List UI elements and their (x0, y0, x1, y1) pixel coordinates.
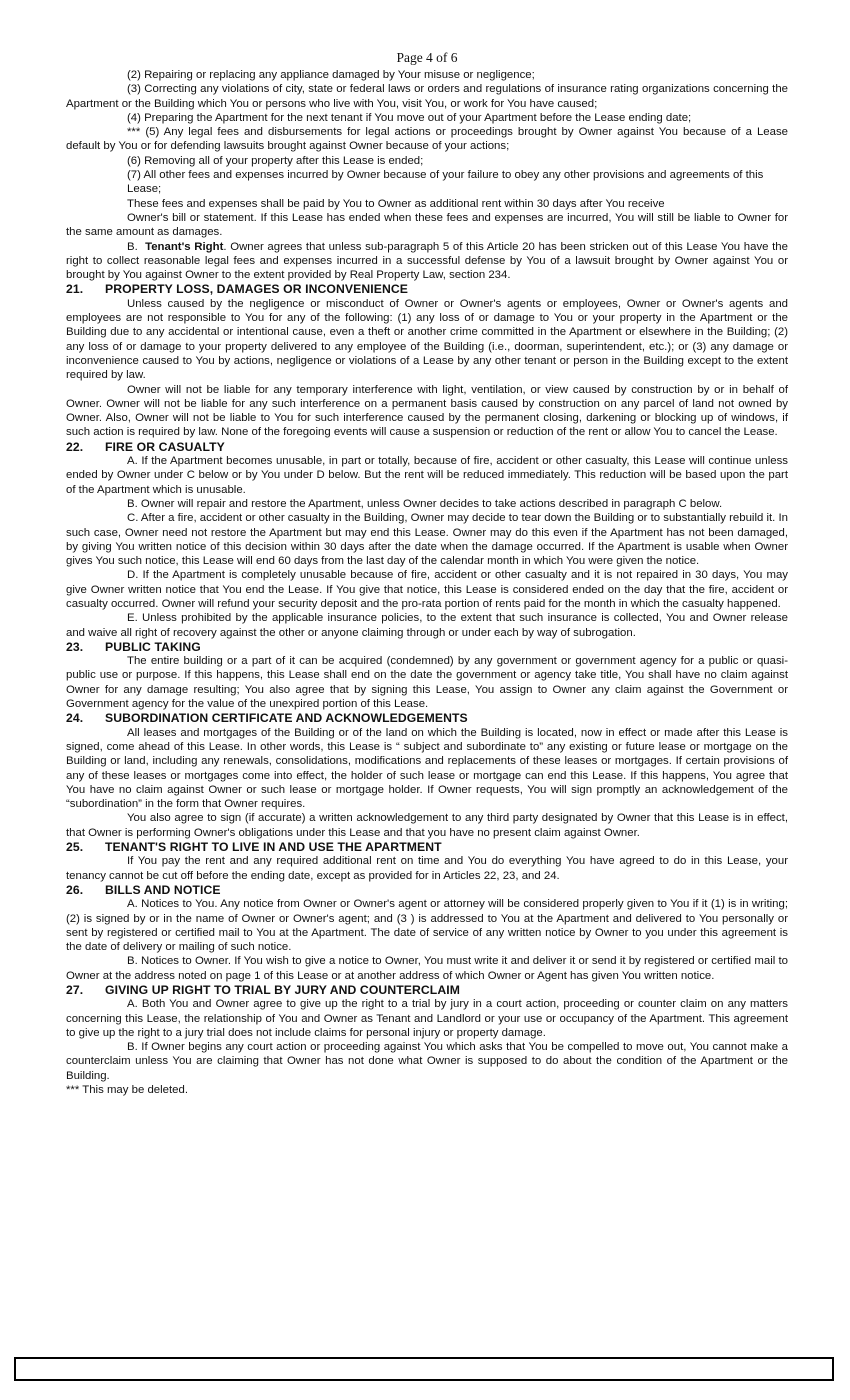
tenants-right-paragraph (66, 240, 788, 283)
section-title: TENANT'S RIGHT TO LIVE IN AND USE THE APARTMENT (105, 840, 442, 855)
section-title: PROPERTY LOSS, DAMAGES OR INCONVENIENCE (105, 282, 408, 297)
section-24 (66, 711, 788, 840)
fee-item-2: (2) Repairing or replacing any appliance damaged by Your misuse or negligence; (127, 69, 535, 81)
section-paragraph: E. Unless prohibited by the applicable insurance policies, to the extent that such insurance is collected, You and Owner release and waive all right of recovery against the other or anyone claiming through or under each by way of subrogation. (66, 612, 788, 639)
tenants-right-prefix: B. (127, 240, 138, 253)
section-number: 23. (66, 639, 84, 654)
section-number: 26. (66, 882, 84, 897)
section-paragraph: B. If Owner begins any court action or proceeding against You which asks that You be compelled to move out, You cannot make a counterclaim unless You are claiming that Owner has not done what Owner is supposed to do about the condition of the Apartment or the Building. (66, 1041, 788, 1082)
fee-payment-clause: These fees and expenses shall be paid by You to Owner as additional rent within 30 days after You receive (127, 197, 665, 210)
section-number: 27. (66, 983, 84, 997)
fee-statement-clause: Owner's bill or statement. If this Lease has ended when these fees and expenses are incurred, You will still be liable to Owner for the same amount as damages. (66, 211, 788, 239)
section-heading (66, 983, 788, 997)
tenants-right-text: . Owner agrees that unless sub-paragraph 5 of this Article 20 has been stricken out of this Lease You have the right to collect reasonable legal fees and expenses incurred in a successful defense by You of a lawsuit brought by Owner against You or brought by You against Owner to the extent provided by Real Property Law, section 234. (66, 240, 788, 282)
section-number: 21. (66, 282, 84, 297)
section-22 (66, 440, 788, 640)
section-paragraph: Owner will not be liable for any temporary interference with light, ventilation, or view caused by construction by or in behalf of Owner. Owner will not be liable for any such interference on a permanent basis caused by construction on any parcel of land not owned by Owner. Also, Owner will not be liable to You for such interference caused by the permanent closing, darkening or blocking up of windows, if such action is required by law. None of the foregoing events will cause a suspension or reduction of the rent or allow You to cancel the Lease. (66, 383, 788, 439)
article-20-continuation (66, 68, 788, 282)
page-number: Page 4 of 6 (396, 50, 458, 65)
section-paragraph: C. After a fire, accident or other casualty in the Building, Owner may decide to tear down the Building or to substantially rebuild it. In such case, Owner need not restore the Apartment but may end this Lease. Owner may do this even if the Apartment has not been damaged, by giving You written notice of this decision within 30 days after the date when the damage occurred. If the Apartment is usable when Owner gives You such notice, this Lease will end 60 days from the last day of the calendar month in which You were given the notice. (66, 512, 789, 568)
section-21 (66, 282, 788, 439)
section-26 (66, 883, 788, 983)
section-paragraph: If You pay the rent and any required additional rent on time and You do everything You have agreed to do in this Lease, your tenancy cannot be cut off before the ending date, except as provided for in Articles 22, 23, and 24. (66, 855, 788, 882)
section-title: GIVING UP RIGHT TO TRIAL BY JURY AND COUNTERCLAIM (105, 983, 460, 997)
section-paragraph: Unless caused by the negligence or misconduct of Owner or Owner's agents or employees, Owner or Owner's agents and employees are not responsible to You for any of the following: (1) any loss of or damage to You or your property in the Apartment or the Building due to any accidental or intentional cause, even a theft or another crime committed in the Apartment or elsewhere in the Building; (2) any loss of or damage to your property delivered to any employee of the Building (i.e., doorman, superintendent, etc.); or (3) any damage or inconvenience caused to You by actions, negligence or violations of a Lease by any other tenant or person in the Building except to the extent required by law. (66, 297, 788, 382)
fee-item-4: (4) Preparing the Apartment for the next tenant if You move out of your Apartment before the Lease ending date; (127, 111, 692, 124)
fee-item-7: (7) All other fees and expenses incurred by Owner because of your failure to obey any other provisions and agreements of this Lease; (127, 169, 764, 196)
section-paragraph: B. Notices to Owner. If You wish to give a notice to Owner, You must write it and deliver it or send it by registered or certified mail to Owner at the address noted on page 1 of this Lease or at another address of which Owner or Agent has given You written notice. (66, 955, 788, 982)
section-paragraph: D. If the Apartment is completely unusable because of fire, accident or other casualty and it is not repaired in 30 days, You may give Owner written notice that You end the Lease. If You give that notice, this Lease is considered ended on the day that the fire, accident or casualty occurred. Owner will refund your security deposit and the pro-rata portion of rents paid for the month in which the casualty happened. (66, 569, 788, 610)
document-page (66, 50, 788, 1097)
section-title: BILLS AND NOTICE (105, 882, 221, 897)
footnote: *** This may be deleted. (66, 1084, 188, 1097)
section-heading (66, 711, 788, 725)
footer-box (14, 1357, 834, 1381)
section-number: 22. (66, 439, 84, 454)
section-heading (66, 840, 788, 854)
fee-item-5: *** (5) Any legal fees and disbursements for legal actions or proceedings brought by Owner against You because of a Lease default by You or for defending lawsuits brought against Owner because of your actions; (66, 126, 788, 153)
section-paragraph: A. If the Apartment becomes unusable, in part or totally, because of fire, accident or other casualty, this Lease will continue unless ended by Owner under C below or by You under D below. But the rent will be reduced immediately. This reduction will be based upon the part of the Apartment which is unusable. (66, 455, 788, 496)
section-heading (66, 440, 788, 454)
section-heading (66, 640, 788, 654)
section-23 (66, 640, 788, 711)
fee-item-6: (6) Removing all of your property after this Lease is ended; (127, 154, 424, 167)
section-title: PUBLIC TAKING (105, 639, 201, 654)
section-paragraph: A. Notices to You. Any notice from Owner or Owner's agent or attorney will be considered properly given to You if it (1) is in writing; (2) is signed by or in the name of Owner or Owner's agent; and (3 ) is addressed to You at the Apartment and delivered to You personally or sent by registered or certified mail to You at the Apartment. The date of service of any written notice by Owner to you under this agreement is the date of delivery or mailing of such notice. (66, 898, 788, 954)
section-25 (66, 840, 788, 883)
section-27 (66, 983, 788, 1083)
section-heading (66, 883, 788, 897)
tenants-right-label: Tenant's Right (145, 240, 224, 253)
fee-item-3: (3) Correcting any violations of city, state or federal laws or orders and regulations of insurance rating organizations concerning the Apartment or the Building which You or persons who live with You, visit You, or work for You have caused; (66, 83, 788, 110)
section-heading (66, 282, 788, 296)
section-number: 24. (66, 711, 84, 726)
section-title: FIRE OR CASUALTY (105, 439, 225, 454)
section-paragraph: You also agree to sign (if accurate) a written acknowledgement to any third party designated by Owner that this Lease is in effect, that Owner is performing Owner's obligations under this Lease and that you have no present claim against Owner. (66, 812, 788, 839)
section-paragraph: B. Owner will repair and restore the Apartment, unless Owner decides to take actions described in paragraph C below. (127, 497, 723, 510)
section-paragraph: The entire building or a part of it can be acquired (condemned) by any government or government agency for a public or quasi-public use or purpose. If this happens, this Lease shall end on the date the government or agency take title, You shall have no claim against Owner for any damage resulting; You also agree that by signing this Lease, You assign to Owner any claim against the Government or Government agency for the value of the unexpired portion of this Lease. (66, 655, 788, 711)
section-number: 25. (66, 840, 84, 855)
section-title: SUBORDINATION CERTIFICATE AND ACKNOWLEDGEMENTS (105, 711, 468, 726)
section-paragraph: A. Both You and Owner agree to give up the right to a trial by jury in a court action, proceeding or counter claim on any matters concerning this Lease, the relationship of You and Owner as Tenant and Landlord or your use or occupancy of the Apartment. This agreement to give up the right to a jury trial does not include claims for personal injury or property damage. (66, 998, 788, 1039)
section-paragraph: All leases and mortgages of the Building or of the land on which the Building is located, now in effect or made after this Lease is signed, come ahead of this Lease. In other words, this Lease is “ subject and subordinate to” any existing or future lease or mortgage on the Building or land, including any renewals, consolidations, modifications and replacements of these leases or mortgages. If certain provisions of any of these leases or mortgages come into effect, the holder of such lease or mortgage can end this Lease. If this happens, You agree that You have no claim against Owner or such lease or mortgage holder. If Owner requests, You will sign promptly an acknowledgement of the “subordination” in the form that Owner requires. (66, 726, 788, 811)
